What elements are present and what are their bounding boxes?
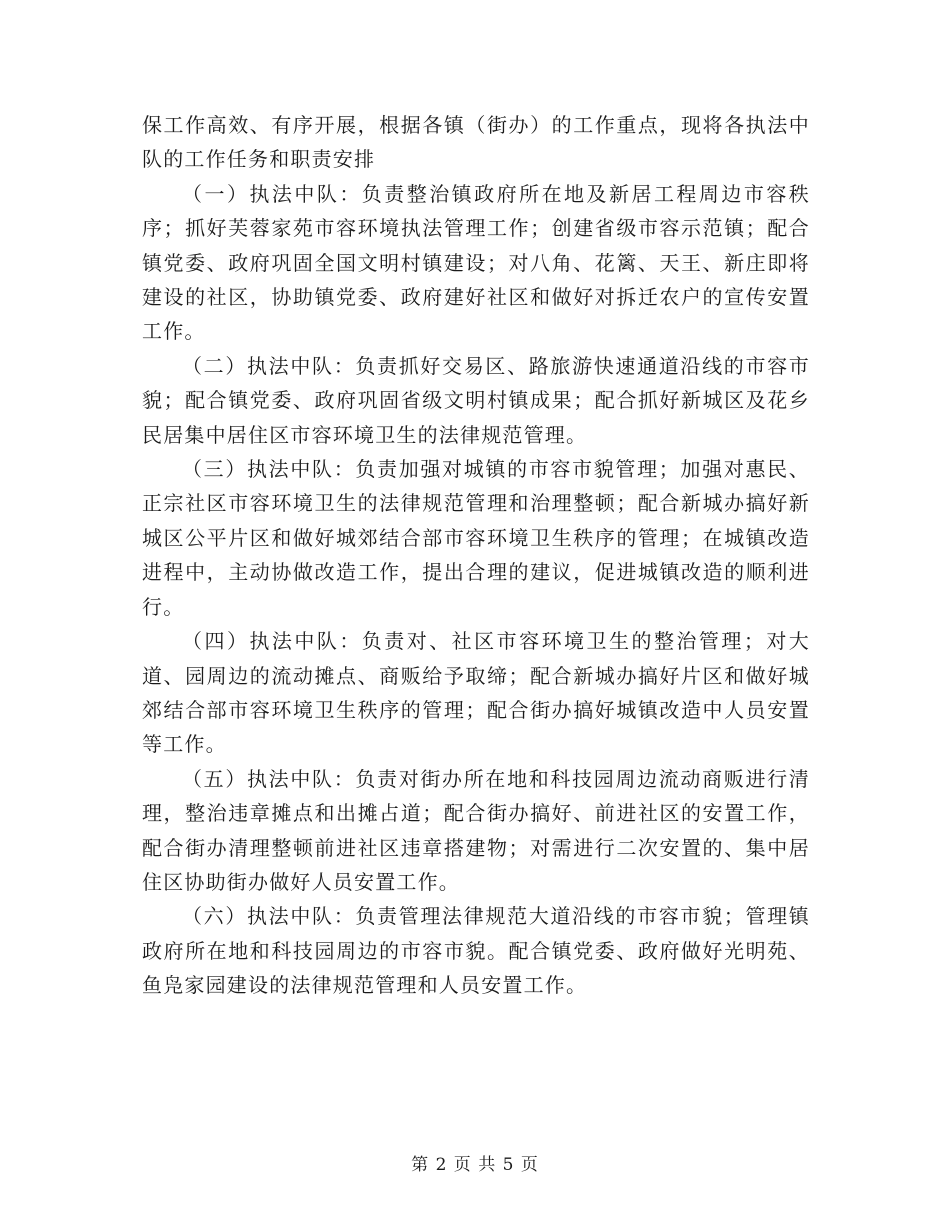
paragraph-squad-3: （三）执法中队：负责加强对城镇的市容市貌管理；加强对惠民、正宗社区市容环境卫生的法律规范管理和治理整顿；配合新城办搞好新城区公平片区和做好城郊结合部市容环境卫生秩序的管理；在城镇改造进程中，主动协做改造工作，提出合理的建议，促进城镇改造的顺利进行。: [142, 457, 810, 619]
paragraph-squad-1: （一）执法中队：负责整治镇政府所在地及新居工程周边市容秩序；抓好芙蓉家苑市容环境执法管理工作；创建省级市容示范镇；配合镇党委、政府巩固全国文明村镇建设；对八角、花篱、天王、新庄即将建设的社区，协助镇党委、政府建好社区和做好对拆迁农户的宣传安置工作。: [142, 181, 810, 344]
paragraph-squad-5: （五）执法中队：负责对街办所在地和科技园周边流动商贩进行清理，整治违章摊点和出摊占道；配合街办搞好、前进社区的安置工作，配合街办清理整顿前进社区违章搭建物；对需进行二次安置的、集中居住区协助街办做好人员安置工作。: [142, 766, 810, 894]
paragraph-squad-2: （二）执法中队：负责抓好交易区、路旅游快速通道沿线的市容市貌；配合镇党委、政府巩固省级文明村镇成果；配合抓好新城区及花乡民居集中居住区市容环境卫生的法律规范管理。: [142, 353, 810, 447]
document-body: [142, 108, 810, 1003]
paragraph-squad-4: （四）执法中队：负责对、社区市容环境卫生的整治管理；对大道、园周边的流动摊点、商贩给予取缔；配合新城办搞好片区和做好城郊结合部市容环境卫生秩序的管理；配合街办搞好城镇改造中人员安置等工作。: [142, 629, 810, 757]
paragraph-squad-6: （六）执法中队：负责管理法律规范大道沿线的市容市貌；管理镇政府所在地和科技园周边的市容市貌。配合镇党委、政府做好光明苑、鱼凫家园建设的法律规范管理和人员安置工作。: [142, 904, 810, 998]
paragraph-intro: 保工作高效、有序开展，根据各镇（街办）的工作重点，现将各执法中队的工作任务和职责安排: [142, 113, 810, 172]
page-number-footer: 第 2 页 共 5 页: [411, 1155, 539, 1175]
